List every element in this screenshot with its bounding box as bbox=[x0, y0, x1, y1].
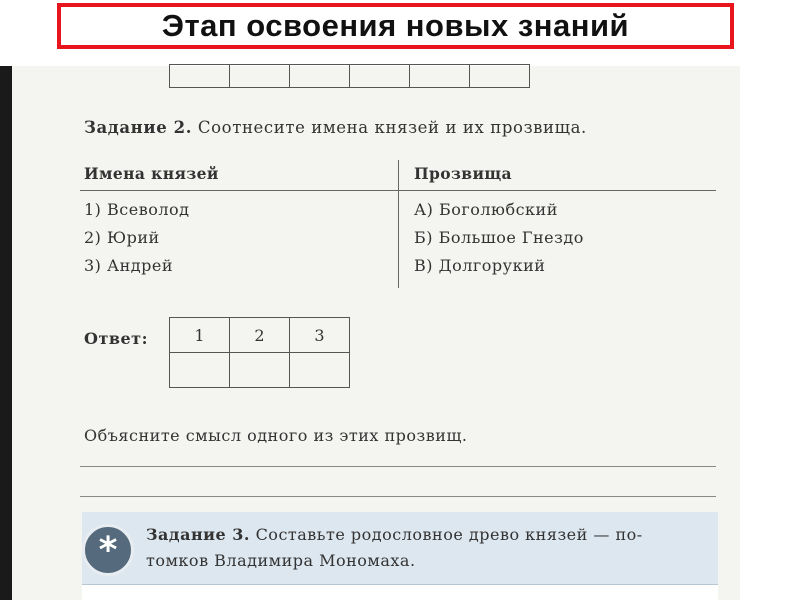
top-answer-grid bbox=[169, 64, 530, 88]
explain-prompt: Объясните смысл одного из этих прозвищ. bbox=[84, 426, 468, 445]
task3-text bbox=[146, 522, 726, 574]
grid-cell bbox=[170, 65, 230, 88]
list-item: А) Боголюбский bbox=[414, 200, 558, 219]
nicknames-column-header: Прозвища bbox=[414, 164, 512, 183]
list-item: 1) Всеволод bbox=[84, 200, 190, 219]
page-title: Этап освоения новых знаний bbox=[161, 8, 630, 43]
task2-heading bbox=[84, 118, 587, 137]
title-banner bbox=[57, 3, 734, 49]
answer-cell[interactable] bbox=[230, 353, 290, 388]
nicknames-list bbox=[414, 196, 584, 280]
grid-cell bbox=[290, 65, 350, 88]
answer-cell[interactable] bbox=[290, 353, 350, 388]
grid-cell bbox=[470, 65, 530, 88]
task2-text: Соотнесите имена князей и их прозвища. bbox=[197, 118, 587, 137]
answer-col-header: 1 bbox=[170, 318, 230, 353]
list-item: 2) Юрий bbox=[84, 228, 160, 247]
writing-line[interactable] bbox=[80, 466, 716, 467]
answer-table bbox=[169, 317, 350, 388]
column-divider bbox=[398, 160, 399, 288]
list-item: Б) Большое Гнездо bbox=[414, 228, 584, 247]
task3-answer-area[interactable] bbox=[82, 584, 718, 601]
task3-line1: Составьте родословное древо князей — по- bbox=[255, 525, 643, 544]
list-item: В) Долгорукий bbox=[414, 256, 546, 275]
task2-label: Задание 2. bbox=[84, 118, 193, 137]
answer-cell[interactable] bbox=[170, 353, 230, 388]
grid-cell bbox=[230, 65, 290, 88]
list-item: 3) Андрей bbox=[84, 256, 174, 275]
left-border bbox=[0, 66, 12, 600]
task3-label: Задание 3. bbox=[146, 525, 250, 544]
answer-label: Ответ: bbox=[84, 329, 148, 348]
writing-line[interactable] bbox=[80, 496, 716, 497]
prince-names-list bbox=[84, 196, 189, 280]
grid-cell bbox=[350, 65, 410, 88]
answer-col-header: 3 bbox=[290, 318, 350, 353]
grid-cell bbox=[410, 65, 470, 88]
task3-line2: томков Владимира Мономаха. bbox=[146, 551, 416, 570]
asterisk-icon: * bbox=[82, 524, 134, 576]
names-column-header: Имена князей bbox=[84, 164, 219, 183]
answer-col-header: 2 bbox=[230, 318, 290, 353]
textbook-page bbox=[12, 66, 740, 600]
